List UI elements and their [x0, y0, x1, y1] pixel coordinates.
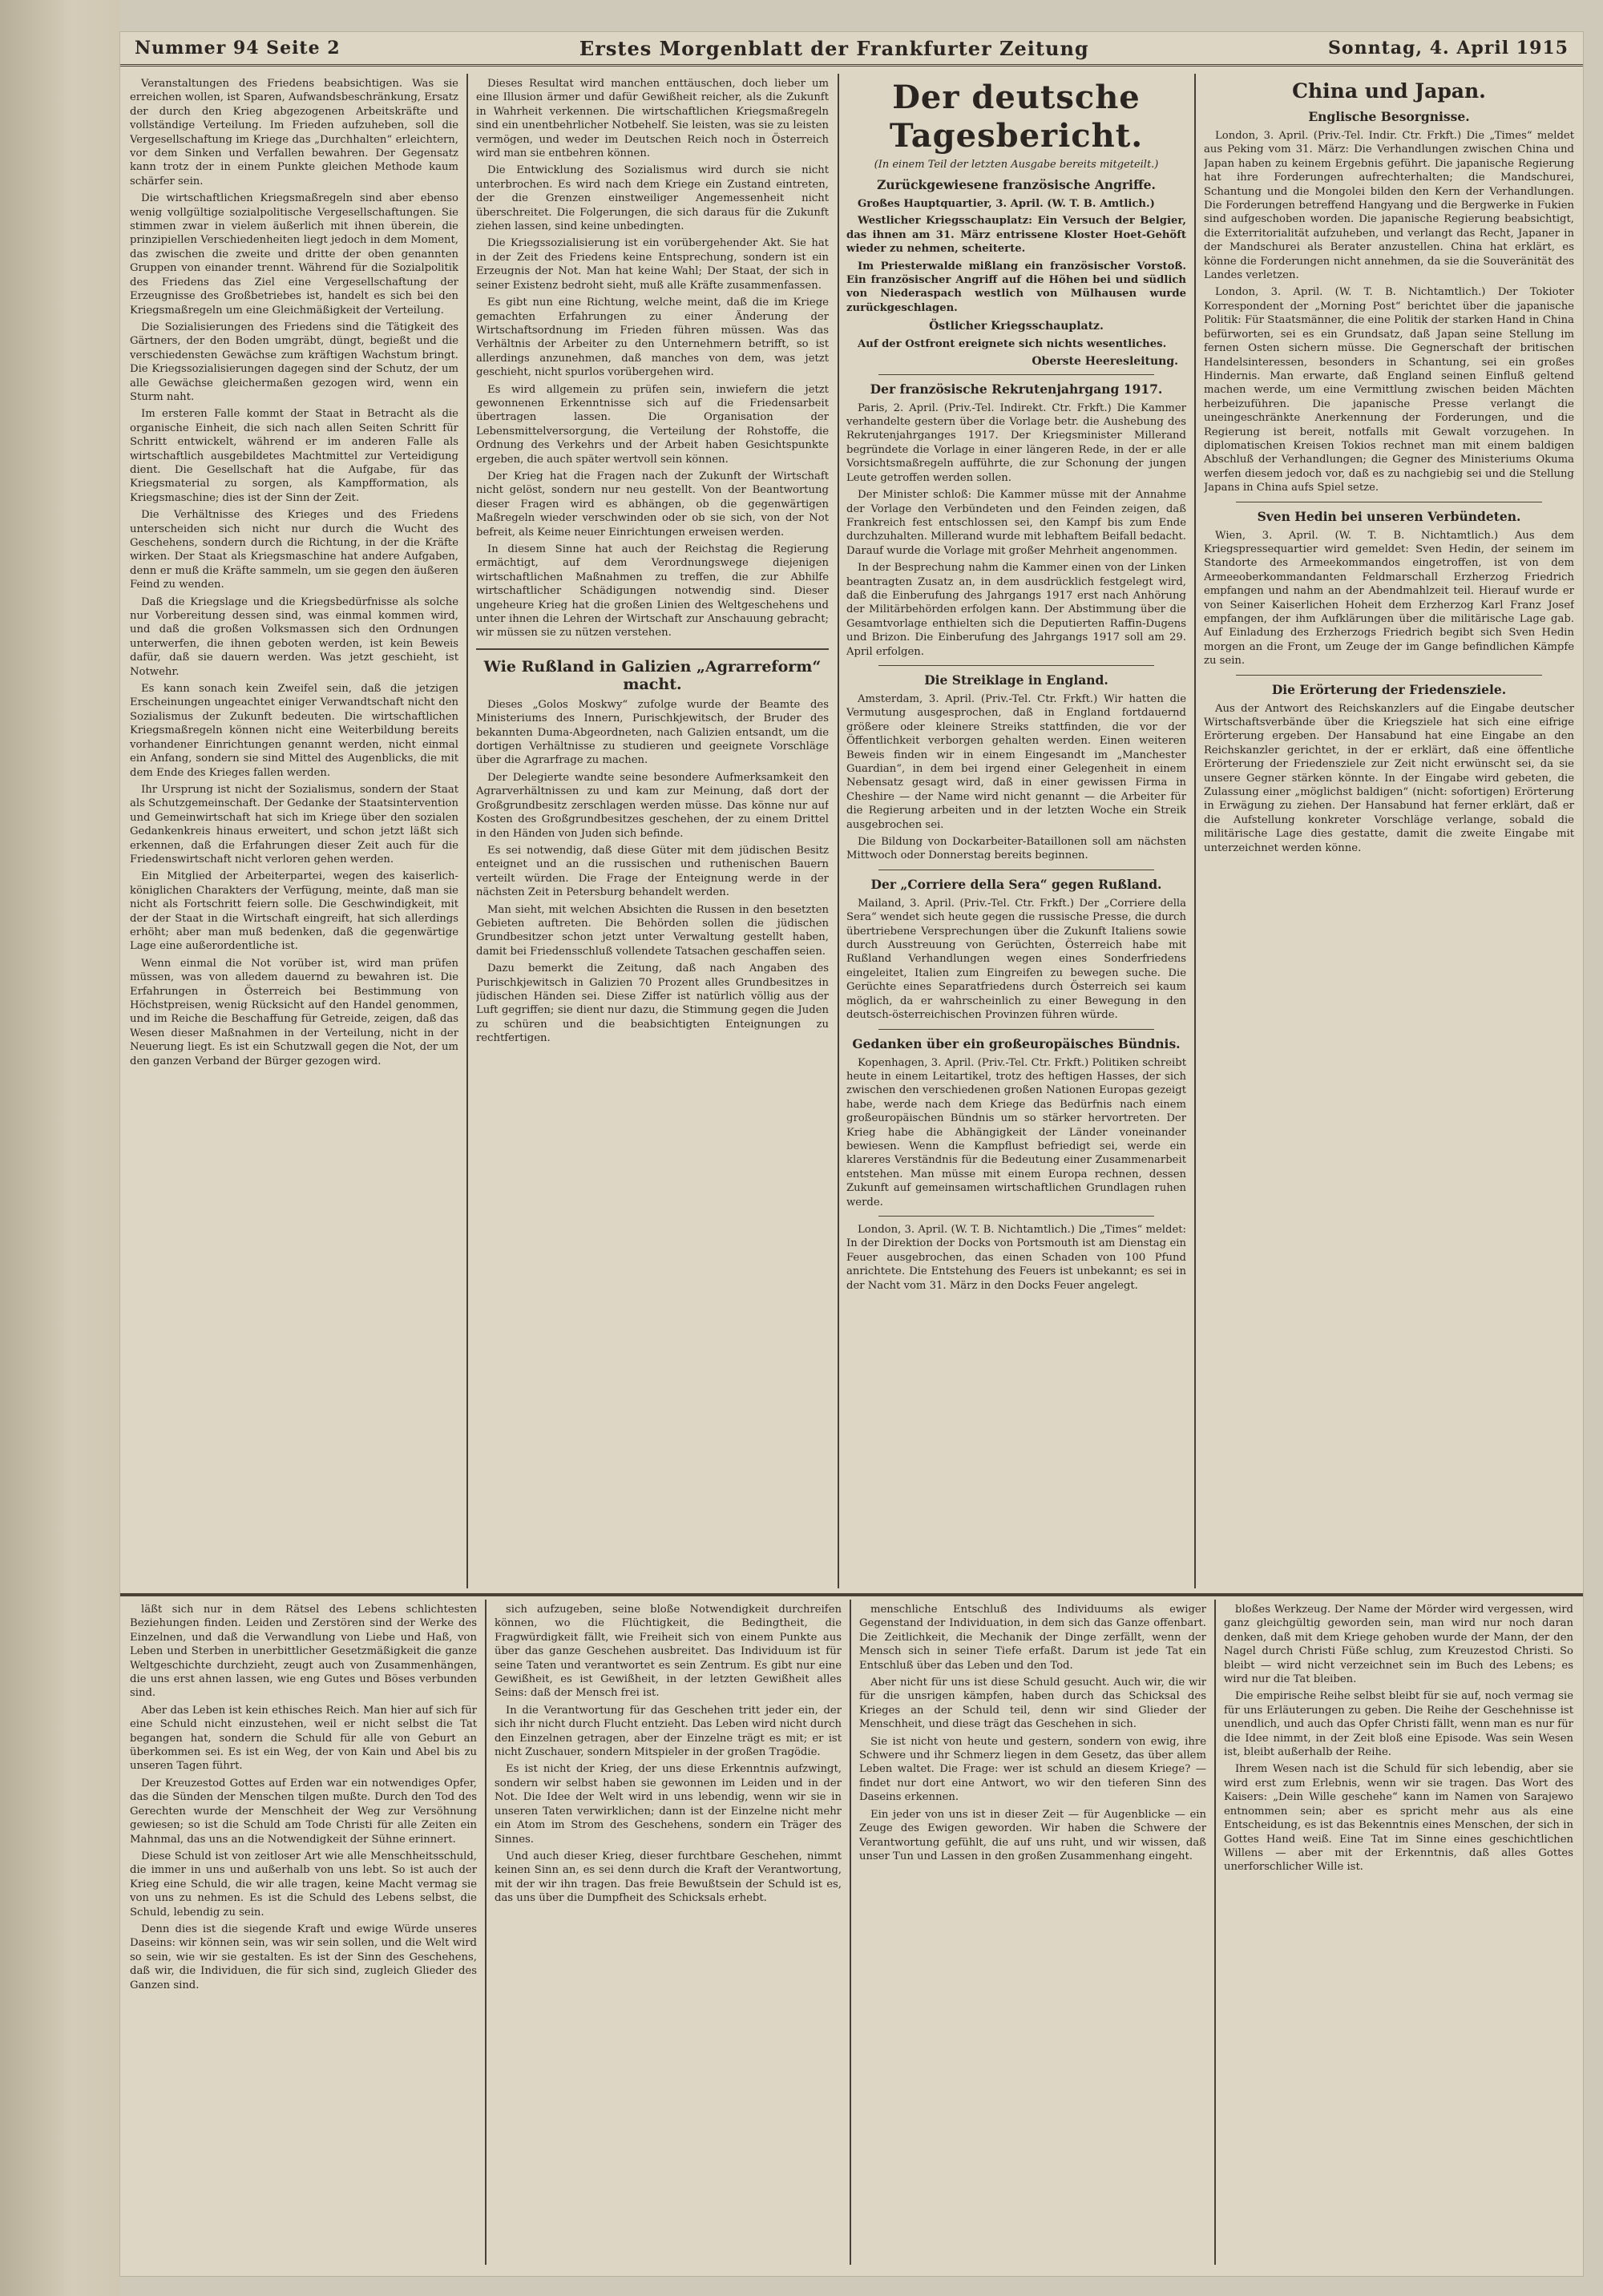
feuilleton-paragraph: menschliche Entschluß des Individuums als ewiger Gegenstand der Individuation, in dem sich das Ganze offenbart. Die Zeitlichkeit, die Mechanik der Dinge zerfällt, wenn der Mensch sich in seiner Tiefe erfaßt. Darum ist jede Tat ein Entschluß über das Leben und den Tod. [859, 1604, 1206, 1672]
subheading-buendnis: Gedanken über ein großeuropäisches Bündnis. [852, 1035, 1181, 1051]
china-japan-title: China und Japan. [1292, 79, 1486, 103]
article-paragraph: Die Kriegssozialisierung ist ein vorübergehender Akt. Sie hat in der Zeit des Friedens keine Entsprechung, sondern ist ein Erzeugnis der Not. Man hat keine Wahl; Der Staat, der sich in seiner Existenz bedroht sieht, muß alle Kräfte zusammenfassen. [476, 237, 829, 292]
tagesbericht-note: (In einem Teil der letzten Ausgabe bereits mitgeteilt.) [874, 159, 1159, 171]
report-paragraph: Im Priesterwalde mißlang ein französischer Vorstoß. Ein französischer Angriff auf die Höhen bei und südlich von Niederaspach westlich von Mülhausen wurde zurückgeschlagen. [846, 260, 1186, 314]
subheading-friedensziele: Die Erörterung der Friedensziele. [1271, 681, 1507, 697]
column-1 [130, 77, 458, 1590]
feuilleton-column-1 [130, 1603, 477, 2260]
feuilleton-paragraph: sich aufzugeben, seine bloße Notwendigkeit durchreifen können, wo die Flüchtigkeit, die Bedingtheit, die Fragwürdigkeit fällt, wie Freiheit sich von einem Punkte aus über das ganze Geschehen ausbreitet. Das Individuum ist für seine Taten und verantwortet es sein Zentrum. Es gibt nur eine Gewißheit, es ist Gewißheit, in der letzten Gewißheit alles Seins: daß der Mensch frei ist. [495, 1604, 842, 1700]
column-rule [1194, 74, 1196, 1588]
article-paragraph: London, 3. April. (Priv.-Tel. Indir. Ctr. Frkft.) Die „Times“ meldet aus Peking vom 31. März: Die Verhandlungen zwischen China und Japan haben zu keinem Ergebnis geführt. Die japanische Regierung hat ihre Forderungen aufrechterhalten; die Mandschurei, Schantung und die Mongolei bilden den Kern der Verhandlungen. Die Forderungen betreffend Hangyang und die Bergwerke in Fukien sind aufgeschoben worden. Die japanische Regierung beabsichtigt, die Exterritorialität aufzuheben, und verlangt das Recht, Japaner in der Mandschurei als Berater anzustellen. China hat erklärt, es könne die Forderungen nicht annehmen, da sie die Souveränität des Landes verletzen. [1204, 130, 1574, 282]
feuilleton-separator [120, 1593, 1583, 1596]
article-paragraph: Es sei notwendig, daß diese Güter mit dem jüdischen Besitz enteignet und an die russischen und ruthenischen Bauern verteilt würden. Die Frage der Enteignung werde in der nächsten Zeit in Petersburg behandelt werden. [476, 844, 829, 899]
article-divider [476, 648, 829, 650]
subheading-besorgnisse: Englische Besorgnisse. [1308, 109, 1470, 124]
report-dateline: Großes Hauptquartier, 3. April. (W. T. B. Amtlich.) [858, 198, 1155, 210]
column-rule [850, 1600, 851, 2265]
article-paragraph: Im ersteren Falle kommt der Staat in Betracht als die organische Einheit, die sich nach allen Seiten Schritt für Schritt entwickelt, während er im anderen Falle als wirtschaftlich ausgebildetes Machtmittel zur Verteidigung dient. Die Gesellschaft hat die Aufgabe, für das Kriegsmaterial zu sorgen, als Kampfformation, als Kriegsmaschine; dies ist der Sinn der Zeit. [130, 408, 458, 504]
article-paragraph: London, 3. April. (W. T. B. Nichtamtlich.) Die „Times“ meldet: In der Direktion der Docks von Portsmouth ist am Dienstag ein Feuer ausgebrochen, das einen Schaden von 100 Pfund anrichtete. Die Entstehung des Feuers ist unbekannt; es sei in der Nacht vom 31. März in den Docks Feuer angelegt. [846, 1223, 1186, 1292]
article-paragraph: Der Krieg hat die Fragen nach der Zukunft der Wirtschaft nicht gelöst, sondern nur neu gestellt. Von der Beantwortung dieser Fragen wird es abhängen, ob die gegenwärtigen Maßregeln wieder verschwinden oder ob sie sich, von der Not befreit, als Keime neuer Einrichtungen erweisen werden. [476, 470, 829, 539]
subheading-sven-hedin: Sven Hedin bei unseren Verbündeten. [1257, 508, 1521, 524]
article-paragraph: In diesem Sinne hat auch der Reichstag die Regierung ermächtigt, auf dem Verordnungswege diejenigen wirtschaftlichen Maßnahmen zu treffen, die zur Abhilfe wirtschaftlicher Schädigungen notwendig sind. Dieser ungeheure Krieg hat die großen Linien des Weltgeschehens und unter ihnen die Lehren der Wirtschaft zur Anschauung gebracht; wir müssen sie zu nützen verstehen. [476, 543, 829, 640]
newspaper-masthead: Erstes Morgenblatt der Frankfurter Zeitung [579, 36, 1089, 60]
subheading-angriffe: Zurückgewiesene französische Angriffe. [877, 177, 1156, 192]
article-paragraph: Ein Mitglied der Arbeiterpartei, wegen des kaiserlich-königlichen Charakters der Verfügung, meinte, daß man sie nicht als Fortschritt feiern solle. Die Geschwindigkeit, mit der der Staat in die Wirtschaft eingreift, hat sich allerdings erhöht; aber man muß bedenken, daß die gegenwärtige Lage eine außerordentliche ist. [130, 870, 458, 953]
article-paragraph: Die Sozialisierungen des Friedens sind die Tätigkeit des Gärtners, der den Boden umgräbt, düngt, begießt und die verschiedensten Gewächse zum kräftigen Wachstum bringt. Die Kriegssozialisierungen dagegen sind der Schutz, der um alle Gewächse gleichermaßen gezogen wird, wenn ein Sturm naht. [130, 321, 458, 403]
feuilleton-paragraph: In die Verantwortung für das Geschehen tritt jeder ein, der sich ihr nicht durch Flucht entzieht. Das Leben wird nicht durch den Einzelnen getragen, aber der Einzelne trägt es mit; er ist nicht Zuschauer, sondern Mitspieler in der großen Tragödie. [495, 1704, 842, 1759]
article-paragraph: Der Minister schloß: Die Kammer müsse mit der Annahme der Vorlage den Verbündeten und den Feinden zeigen, daß Frankreich fest entschlossen sei, den Kampf bis zum Ende durchzuhalten. Millerand wurde mit lebhaftem Beifall bedacht. Darauf wurde die Vorlage mit großer Mehrheit angenommen. [846, 489, 1186, 557]
article-divider [878, 374, 1154, 375]
feuilleton-paragraph: Ihrem Wesen nach ist die Schuld für sich lebendig, aber sie wird erst zum Erlebnis, wenn wir sie tragen. Das Wort des Kaisers: „Dein Wille geschehe“ kann im Namen von Sarajewo entnommen sein; aber es spricht mehr aus als eine Entscheidung, es ist das Bekenntnis eines Menschen, der sich in Gottes Hand weiß. Eine Tat im Sinne eines geschichtlichen Willens — aber mit der Erkenntnis, daß alles Gottes unerforschlicher Wille ist. [1224, 1763, 1573, 1874]
page-header [120, 32, 1583, 67]
article-paragraph: Veranstaltungen des Friedens beabsichtigen. Was sie erreichen wollen, ist Sparen, Aufwandsbeschränkung, Ersatz der durch den Krieg abgezogenen Arbeitskräfte und vollständige Verteilung. Im Frieden aufzuheben, soll die Vergesellschaftung im Kriege das „Durchhalten“ erleichtern, vor dem Sinken und Verfallen bewahren. Der Gegensatz kann trotz der in einem Punkte gleichen Methode kaum schärfer sein. [130, 78, 458, 188]
article-paragraph: Wenn einmal die Not vorüber ist, wird man prüfen müssen, was von alledem dauernd zu bewahren ist. Die Erfahrungen in Österreich bei Bestimmung von Höchstpreisen, wenig Rücksicht auf den Handel genommen, und im Reiche die Beschaffung für Getreide, zeigen, daß das Wesen dieser Maßnahmen in der Verteilung, nicht in der Neuerung liegt. Es ist ein Schutzwall gegen die Not, der um den ganzen Verband der Bürger gezogen wird. [130, 957, 458, 1067]
article-divider [878, 1029, 1154, 1030]
article-paragraph: Der Delegierte wandte seine besondere Aufmerksamkeit den Agrarverhältnissen zu und kam zur Meinung, daß dort der Großgrundbesitz zerschlagen werden müsse. Das könne nur auf Kosten des Großgrundbesitzes geschehen, der zu einem Drittel in den Händen von Juden sich befinde. [476, 771, 829, 840]
article-paragraph: London, 3. April. (W. T. B. Nichtamtlich.) Der Tokioter Korrespondent der „Morning Post“ berichtet über die japanische Politik: Für Staatsmänner, die eine Politik der starken Hand in China befürworten, sei es ein Grundsatz, daß Japan seine Stellung im fernen Osten sichern müsse. Die Gegnerschaft der britischen Handelsinteressen, besonders in Schantung, sei ein großes Hindernis. Man erwarte, daß England seinen Einfluß geltend machen werde, um eine Vermittlung zwischen beiden Mächten herbeizuführen. Die japanische Presse verlangt die uneingeschränkte Anerkennung der Forderungen, und die Regierung ist bereit, notfalls mit Gewalt vorzugehen. In diplomatischen Kreisen Tokios rechnet man mit einem baldigen Abschluß der Verhandlungen; die Gegner des Ministeriums Okuma werfen diesem jedoch vor, daß es zu nachgiebig sei und die Stellung Japans in China aufs Spiel setze. [1204, 286, 1574, 494]
report-paragraph: Westlicher Kriegsschauplatz: Ein Versuch der Belgier, das ihnen am 31. März entrissene Kloster Hoet-Gehöft wieder zu nehmen, scheiterte. [846, 215, 1186, 256]
article-paragraph: Mailand, 3. April. (Priv.-Tel. Ctr. Frkft.) Der „Corriere della Sera“ wendet sich heute gegen die russische Presse, die durch übertriebene Versprechungen über die Zukunft Italiens sowie durch Ausstreuung von Gerüchten, Österreich habe mit Rußland Verhandlungen wegen eines Sonderfriedens eingeleitet, Italien zum Eingreifen zu bewegen suche. Die Gerüchte eines Separatfriedens durch Österreich sei kaum möglich, da er wahrscheinlich zu einer Bewegung in den deutsch-österreichischen Provinzen führen würde. [846, 897, 1186, 1022]
article-paragraph: Kopenhagen, 3. April. (Priv.-Tel. Ctr. Frkft.) Politiken schreibt heute in einem Leitartikel, trotz des heftigen Hasses, der sich zwischen den verschiedenen großen Nationen Europas gezeigt habe, werde nach dem Kriege das Bedürfnis nach einem großeuropäischen Bündnis um so stärker hervortreten. Der Krieg habe die Abhängigkeit der Länder voneinander bewiesen. Wenn die Kampflust befriedigt sei, werde ein klareres Verständnis für die Bedeutung einer Zusammenarbeit entstehen. Man müsse mit einem Europa rechnen, dessen Zukunft auf gemeinsamen wirtschaftlichen Grundlagen ruhen werde. [846, 1056, 1186, 1209]
feuilleton-paragraph: Ein jeder von uns ist in dieser Zeit — für Augenblicke — ein Zeuge des Ewigen geworden. Wir haben die Schwere der Verantwortung gefühlt, die auf uns ruht, und wir wissen, daß unser Tun und Lassen in den großen Zusammenhang eingeht. [859, 1808, 1206, 1862]
article-paragraph: Die Entwicklung des Sozialismus wird durch sie nicht unterbrochen. Es wird nach dem Kriege ein Zustand eintreten, der die Grenzen einstweiliger Angemessenheit nicht überschreitet. Die Folgerungen, die sich daraus für die Zukunft ziehen lassen, sind keine unbedingten. [476, 164, 829, 233]
subheading-streiklage: Die Streiklage in England. [924, 672, 1108, 688]
article-paragraph: Dazu bemerkt die Zeitung, daß nach Angaben des Purischkjewitsch in Galizien 70 Prozent alles Grundbesitzes in jüdischen Händen sei. Diese Ziffer ist natürlich völlig aus der Luft gegriffen; sie dient nur dazu, die Stimmung gegen die Juden zu schüren und die beabsichtigten Enteignungen zu rechtfertigen. [476, 962, 829, 1045]
column-rule [485, 1600, 487, 2265]
article-paragraph: Amsterdam, 3. April. (Priv.-Tel. Ctr. Frkft.) Wir hatten die Vermutung ausgesprochen, daß in England fortdauernd größere oder kleinere Streiks stattfinden, die vor der Öffentlichkeit verborgen gehalten werden. Einen weiteren Beweis finden wir in einem Eingesandt im „Manchester Guardian“, in dem bei irgend einer Gelegenheit in einem Nebensatz gesagt wird, daß in einer gewissen Firma in Cheshire — der Name wird nicht genannt — die Arbeiter für die Regierung arbeiten und in der letzten Woche ein Streik ausgebrochen sei. [846, 692, 1186, 831]
subheading-east: Östlicher Kriegsschauplatz. [929, 320, 1104, 333]
subheading-corriere: Der „Corriere della Sera“ gegen Rußland. [870, 876, 1162, 892]
article-paragraph: Daß die Kriegslage und die Kriegsbedürfnisse als solche nur Vorbereitung dessen sind, was einmal kommen wird, und daß die großen Volksmassen sich den Ordnungen unterwerfen, die ihnen geboten werden, ist kein Beweis dafür, daß sie dauern werden. Was jetzt geschieht, ist Notwehr. [130, 595, 458, 678]
article-paragraph: Man sieht, mit welchen Absichten die Russen in den besetzten Gebieten auftreten. Die Behörden sollen die jüdischen Grundbesitzer schon jetzt unter Verwaltung gestellt haben, damit bei Friedensschluß vollendete Tatsachen geschaffen seien. [476, 903, 829, 958]
feuilleton-paragraph: läßt sich nur in dem Rätsel des Lebens schlichtesten Beziehungen finden. Leiden und Zerstören sind der Werke des Einzelnen, und daß die Verwandlung von Liebe und Haß, von Leben und Sterben in unerbittlicher Gesetzmäßigkeit die ganze Weltgeschichte durchzieht, zeugt auch von Zusammenhängen, die uns erst ahnen lassen, wie eng Gutes und Böses verbunden sind. [130, 1604, 477, 1700]
column-4 [1204, 74, 1574, 1590]
feuilleton-paragraph: Diese Schuld ist von zeitloser Art wie alle Menschheitsschuld, die immer in uns und außerhalb von uns lebt. So ist auch der Krieg eine Schuld, die wir alle tragen, keine Macht vermag sie von uns zu nehmen. Es ist die Schuld des Lebens selbst, die Schuld, lebendig zu sein. [130, 1850, 477, 1919]
article-paragraph: Die wirtschaftlichen Kriegsmaßregeln sind aber ebenso wenig vollgültige sozialpolitische Vergesellschaftungen. Sie stimmen zwar in vielem äußerlich mit ihnen überein, die prinzipiellen Verschiedenheiten liegt jedoch in dem Moment, das zwischen die zweite und dritte der oben genannten Gruppen von einander trennt. Während für die Sozialpolitik des Friedens das Ziel eine Vergesellschaftung der Erzeugnisse des Großbetriebes ist, handelt es sich bei den Kriegsmaßregeln um eine Gleichmäßigkeit der Verteilung. [130, 192, 458, 317]
report-signature: Oberste Heeresleitung. [1032, 354, 1178, 368]
feuilleton-paragraph: bloßes Werkzeug. Der Name der Mörder wird vergessen, wird ganz gleichgültig geworden sein, man wird nur noch daran denken, daß mit dem Kriege gehoben wurde der Mann, der den Nagel durch Christi Füße schlug, zum Kreuzestod Christi. So bleibt — wird nicht verzeichnet sein im Buch des Lebens; es wird nur die Tat bleiben. [1224, 1604, 1573, 1686]
article-paragraph: Die Bildung von Dockarbeiter-Bataillonen soll am nächsten Mittwoch oder Donnerstag bereits beginnen. [846, 836, 1186, 862]
feuilleton-paragraph: Aber das Leben ist kein ethisches Reich. Man hier auf sich für eine Schuld nicht einzustehen, weil er nicht selbst die Tat begangen hat, sondern die Schuld für alle von Geburt an überkommen sei. Es ist ein Weg, der von Kain und Abel bis zu unseren Tagen führt. [130, 1704, 477, 1773]
article-paragraph: Ihr Ursprung ist nicht der Sozialismus, sondern der Staat als Schutzgemeinschaft. Der Gedanke der Staatsintervention und Gemeinwirtschaft hat sich im Kriege über den sozialen Gedankenkreis hinaus erweitert, und schon jetzt läßt sich erkennen, daß die Erfahrungen dieser Zeit auch für die Friedenswirtschaft nicht verloren gehen werden. [130, 783, 458, 866]
newspaper-page [120, 32, 1583, 2276]
article-paragraph: Paris, 2. April. (Priv.-Tel. Indirekt. Ctr. Frkft.) Die Kammer verhandelte gestern über die Vorlage betr. die Aushebung des Rekrutenjahrganges 1917. Der Kriegsminister Millerand begründete die Vorlage in einer längeren Rede, in der er alle Vorsichtsmaßregeln aufführte, die zur Schonung der jungen Leute getroffen werden sollen. [846, 401, 1186, 484]
article-divider [878, 665, 1154, 666]
article-paragraph: Es gibt nun eine Richtung, welche meint, daß die im Kriege gemachten Erfahrungen zu einer Änderung der Wirtschaftsordnung im Frieden führen müssen. Was das Verhältnis der Arbeiter zu den Unternehmern betrifft, so ist allerdings anzunehmen, daß manches von dem, was jetzt geschieht, nicht spurlos vorübergehen wird. [476, 297, 829, 379]
article-divider [878, 1216, 1154, 1217]
article-paragraph: Wien, 3. April. (W. T. B. Nichtamtlich.) Aus dem Kriegspressequartier wird gemeldet: Sven Hedin, der seinem im Standorte des Armeekommandos eingetroffen, ist von dem Armeeoberkommandanten Feldmarschall Erzherzog Friedrich empfangen und nahm an der Abendmahlzeit teil. Hierauf wurde er von Seiner Kaiserlichen Hoheit dem Erzherzog Karl Franz Josef empfangen, der ihm Aufklärungen über die militärische Lage gab. Auf Einladung des Erzherzogs Friedrich begibt sich Sven Hedin morgen an die Front, um Zeuge der im Gange befindlichen Kämpfe zu sein. [1204, 529, 1574, 668]
feuilleton-paragraph: Es ist nicht der Krieg, der uns diese Erkenntnis aufzwingt, sondern wir selbst haben sie gewonnen im Leiden und in der Not. Die Idee der Welt wird in uns lebendig, wenn wir sie in unseren Taten verwirklichen; dann ist der Einzelne nicht mehr ein Atom im Strom des Geschehens, sondern ein Träger des Sinnes. [495, 1763, 842, 1846]
article-paragraph: Die Verhältnisse des Krieges und des Friedens unterscheiden sich nicht nur durch die Wucht des Geschehens, sondern durch die Richtung, in der die Kräfte wirken. Der Staat als Kriegsmaschine hat andere Aufgaben, denn er muß die Kräfte sammeln, um sie gegen den äußeren Feind zu wenden. [130, 509, 458, 591]
article-paragraph: Aus der Antwort des Reichskanzlers auf die Eingabe deutscher Wirtschaftsverbände über die Kriegsziele hat sich eine eifrige Erörterung ergeben. Der Hansabund hat eine Eingabe an den Reichskanzler gerichtet, in der er erklärt, daß eine öffentliche Erörterung der Friedensziele zur Zeit nicht erwünscht sei, da sie unsere Gegner stärken könnte. In der Eingabe wird gebeten, die Zulassung einer „möglichst baldigen“ (nicht: sofortigen) Erörterung in Erwägung zu ziehen. Der Hansabund hat ferner erklärt, daß er die Aufstellung konkreter Vorschläge verlange, sobald die militärische Lage dies gestatte, damit die zweite Eingabe mit unterzeichnet werden könne. [1204, 702, 1574, 854]
column-rule [838, 74, 839, 1588]
article-paragraph: Dieses „Golos Moskwy“ zufolge wurde der Beamte des Ministeriums des Innern, Purischkjewitsch, der Bruder des bekannten Duma-Abgeordneten, nach Galizien entsandt, um die dortigen Verhältnisse zu studieren und geeignete Vorschläge über die Agrarfrage zu machen. [476, 698, 829, 767]
feuilleton-paragraph: Denn dies ist die siegende Kraft und ewige Würde unseres Daseins: wir können sein, was wir sein sollen, und die Welt wird so sein, wie wir sie gestalten. Es ist der Sinn des Geschehens, daß wir, die Individuen, die für sich sind, zugleich Glieder des Ganzen sind. [130, 1923, 477, 1991]
subheading-rekruten: Der französische Rekrutenjahrgang 1917. [870, 381, 1163, 397]
feuilleton-column-3 [859, 1603, 1206, 2260]
feuilleton-paragraph: Sie ist nicht von heute und gestern, sondern von ewig, ihre Schwere und ihr Schmerz liegen in dem Gesetz, das über allem Leben waltet. Die Frage: wer ist schuld an diesem Kriege? — findet nur dort eine Antwort, wo wir den tieferen Sinn des Daseins erkennen. [859, 1735, 1206, 1804]
feuilleton-paragraph: Aber nicht für uns ist diese Schuld gesucht. Auch wir, die wir für die unsrigen kämpfen, haben durch das Schicksal des Krieges an der Schuld teil, denn wir sind Glieder der Menschheit, und diese trägt das Geschehen in sich. [859, 1677, 1206, 1731]
column-2 [476, 77, 829, 1590]
feuilleton-paragraph: Der Kreuzestod Gottes auf Erden war ein notwendiges Opfer, das die Sünden der Menschen tilgen mußte. Durch den Tod des Gerechten wurde der Menschheit der Weg zur Versöhnung gewiesen; so ist die Schuld am Tode Christi für alle Zeiten ein Mahnmal, das uns an die Notwendigkeit der Sühne erinnert. [130, 1777, 477, 1846]
article-paragraph: Es wird allgemein zu prüfen sein, inwiefern die jetzt gewonnenen Erkenntnisse sich auf die Friedensarbeit übertragen lassen. Die Organisation der Lebensmittelversorgung, die Verteilung der Rohstoffe, die Ordnung des Verkehrs und der Arbeit haben Gesichtspunkte ergeben, die auch später wertvoll sein können. [476, 383, 829, 466]
column-rule [1214, 1600, 1216, 2265]
article-heading-galizien: Wie Rußland in Galizien „Agrarreform“ macht. [483, 657, 822, 693]
issue-date: Sonntag, 4. April 1915 [1328, 38, 1569, 59]
report-paragraph: Auf der Ostfront ereignete sich nichts wesentliches. [858, 338, 1167, 351]
article-paragraph: Es kann sonach kein Zweifel sein, daß die jetzigen Erscheinungen ungeachtet einiger Verwandtschaft nicht den Sozialismus der Zukunft bedeuten. Die wirtschaftlichen Kriegsmaßregeln können nicht eine Weiterbildung bereits vorhandener Einrichtungen genannt werden, nicht einmal ein Anfang, sondern sie sind Mittel des Augenblicks, die mit dem Ende des Krieges fallen werden. [130, 683, 458, 779]
page-number: Nummer 94 Seite 2 [135, 38, 341, 59]
tagesbericht-title: Der deutsche Tagesbericht. [889, 79, 1144, 155]
feuilleton-paragraph: Die empirische Reihe selbst bleibt für sie auf, noch vermag sie für uns Erläuterungen zu geben. Die Reihe der Geschehnisse ist unendlich, und auch das Opfer Christi fällt, wenn man es nur für die Idee nimmt, in der Zeit bloß eine Episode. Was sein Wesen ist, bleibt außerhalb der Reihe. [1224, 1690, 1573, 1759]
page-binding-edge [0, 0, 120, 2296]
article-paragraph: Dieses Resultat wird manchen enttäuschen, doch lieber um eine Illusion ärmer und dafür Gewißheit reicher, als die Zukunft in Wahrheit verkennen. Die wirtschaftlichen Kriegsmaßregeln sind ein unentbehrlicher Notbehelf. Sie leisten, was sie zu leisten vermögen, und weder im Deutschen Reich noch in Österreich wird man sie entbehren können. [476, 78, 829, 160]
feuilleton-column-2 [495, 1603, 842, 2260]
column-rule [466, 74, 468, 1588]
column-3 [846, 74, 1186, 1590]
article-paragraph: In der Besprechung nahm die Kammer einen von der Linken beantragten Zusatz an, in dem ausdrücklich festgelegt wird, daß die Einberufung des Jahrgangs 1917 erst nach Anhörung der Militärbehörden erfolgen kann. Der Abstimmung über die Gesamtvorlage enthielten sich die Deputierten Raffin-Dugens und Brizon. Die Einberufung des Jahrgangs 1917 soll am 29. April erfolgen. [846, 562, 1186, 658]
article-divider [1236, 675, 1542, 676]
feuilleton-paragraph: Und auch dieser Krieg, dieser furchtbare Geschehen, nimmt keinen Sinn an, es sei denn durch die Kraft der Verantwortung, mit der wir ihn tragen. Das freie Bewußtsein der Schuld ist es, das uns über die Dumpfheit des Schicksals erhebt. [495, 1850, 842, 1905]
feuilleton-column-4 [1224, 1603, 1573, 2260]
